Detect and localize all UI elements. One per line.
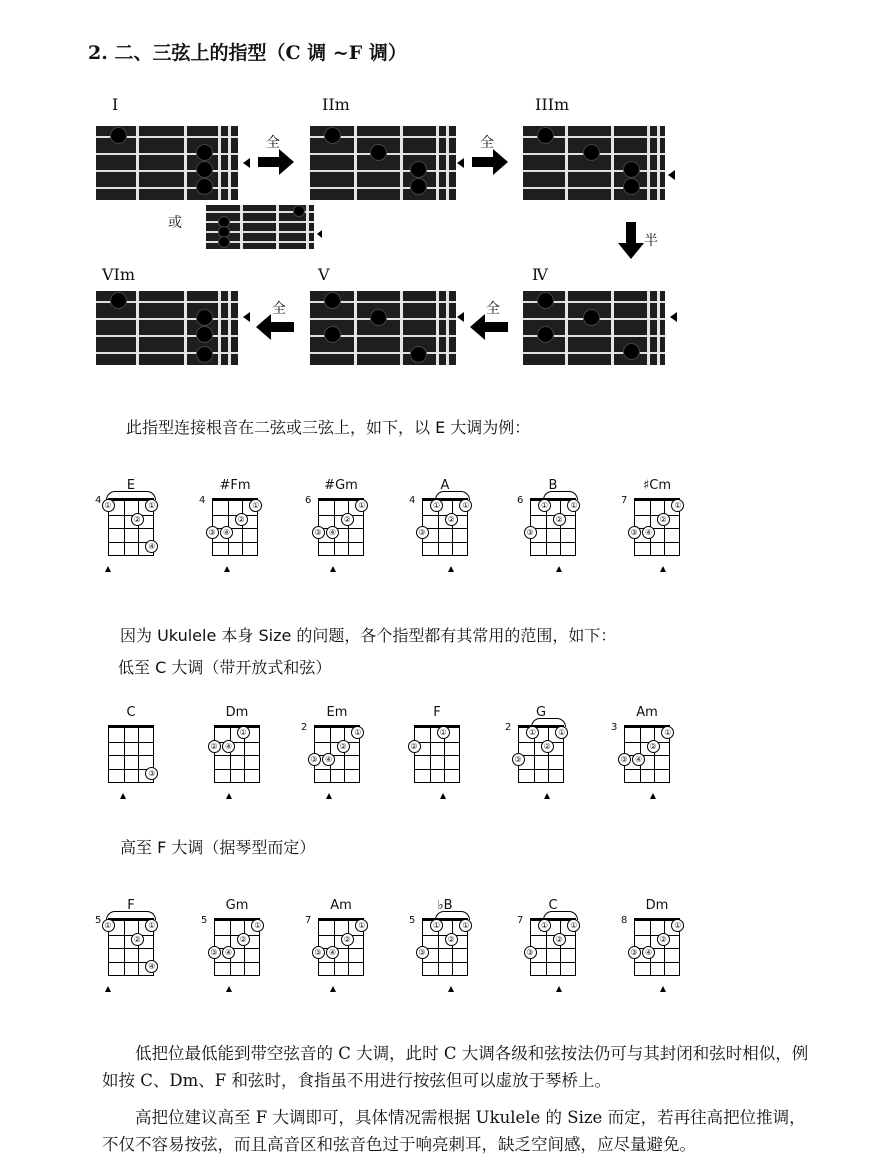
nut-marker (668, 170, 675, 180)
fret-number: 2 (505, 722, 512, 733)
finger-marker: ④ (642, 526, 655, 539)
fret-number: 6 (517, 495, 524, 506)
finger-marker: ③ (312, 526, 325, 539)
chord-name: Dm (225, 705, 249, 720)
chord-name: #Fm (219, 478, 251, 493)
high-line: 高至 F 大调（据琴型而定） (120, 838, 316, 857)
chord-diagram (505, 705, 566, 785)
chord-name: Em (326, 705, 348, 720)
chord-name: E (126, 478, 136, 493)
root-marker (448, 566, 454, 572)
finger-marker: ① (567, 499, 580, 512)
size-line: 因为 Ukulele 本身 Size 的问题，各个指型都有其常用的范围，如下： (120, 626, 617, 645)
root-marker (650, 793, 656, 799)
root-marker (330, 566, 336, 572)
label-VIm: VIm (102, 265, 136, 284)
fret-number: 7 (517, 915, 524, 926)
section-heading: 2. 二、三弦上的指型（C 调 ~F 调） (88, 42, 407, 64)
chord-name: Am (636, 705, 658, 720)
finger-marker: ① (459, 919, 472, 932)
chord-name: Dm (645, 898, 669, 913)
finger-marker: ① (430, 919, 443, 932)
finger-marker: ② (541, 740, 554, 753)
finger-marker: ④ (326, 946, 339, 959)
fret-number: 4 (409, 495, 416, 506)
label-IIm: IIm (322, 95, 350, 114)
finger-marker: ④ (322, 753, 335, 766)
intro-line: 此指型连接根音在二弦或三弦上，如下，以 E 大调为例： (126, 418, 531, 437)
finger-marker: ① (459, 499, 472, 512)
root-marker (448, 986, 454, 992)
root-marker (660, 566, 666, 572)
chord-name: C (548, 898, 558, 913)
finger-marker: ③ (524, 946, 537, 959)
fretboard-I (96, 126, 238, 200)
root-marker (330, 986, 336, 992)
chord-diagram (611, 705, 672, 785)
finger-marker: ① (251, 919, 264, 932)
finger-marker: ① (145, 499, 158, 512)
finger-marker: ① (671, 499, 684, 512)
fretboard-IIIm (523, 126, 665, 200)
finger-marker: ② (131, 513, 144, 526)
finger-marker: ① (430, 499, 443, 512)
chord-diagram (517, 898, 578, 978)
root-marker (556, 566, 562, 572)
root-marker (660, 986, 666, 992)
nut-marker (457, 158, 464, 168)
chord-diagram (108, 705, 156, 785)
arrow-down-icon (618, 243, 644, 259)
finger-marker: ② (131, 933, 144, 946)
fret-number: 5 (409, 915, 416, 926)
finger-marker: ① (567, 919, 580, 932)
nut-marker (457, 312, 464, 322)
step-label-whole: 全 (272, 301, 286, 317)
paragraph-low-position: 低把位最低能到带空弦音的 C 大调，此时 C 大调各级和弦按法仍可与其封闭和弦时相似，例如按 C、Dm、F 和弦时，食指虽不用进行按弦但可以虚放于琴桥上。 (102, 1044, 809, 1090)
chord-diagram (409, 478, 470, 558)
finger-marker: ② (237, 933, 250, 946)
finger-marker: ① (671, 919, 684, 932)
fret-number: 2 (301, 722, 308, 733)
finger-marker: ① (526, 726, 539, 739)
arrow-right-icon (493, 149, 508, 175)
finger-marker: ④ (145, 540, 158, 553)
fretboard-IIm (310, 126, 456, 200)
chord-name: ♯Cm (642, 478, 672, 493)
fretboard-V (310, 291, 456, 365)
root-marker (226, 793, 232, 799)
finger-marker: ② (657, 513, 670, 526)
finger-marker: ① (145, 919, 158, 932)
root-marker (224, 566, 230, 572)
step-label-whole: 全 (486, 301, 500, 317)
chord-diagram (199, 478, 260, 558)
finger-marker: ① (351, 726, 364, 739)
finger-marker: ④ (632, 753, 645, 766)
chord-diagram (621, 898, 682, 978)
chord-diagram (210, 705, 260, 785)
finger-marker: ④ (222, 740, 235, 753)
nut-marker (243, 158, 250, 168)
finger-marker: ① (355, 919, 368, 932)
finger-marker: ③ (312, 946, 325, 959)
finger-marker: ④ (145, 960, 158, 973)
fretboard-I-alt (206, 205, 314, 249)
finger-marker: ② (341, 933, 354, 946)
finger-marker: ② (647, 740, 660, 753)
root-marker (120, 793, 126, 799)
fret-number: 7 (305, 915, 312, 926)
finger-marker: ③ (145, 767, 158, 780)
finger-marker: ③ (416, 526, 429, 539)
nut-marker (317, 230, 322, 238)
step-label-whole: 全 (480, 135, 494, 151)
chord-name: B (548, 478, 558, 493)
chord-name: ♭B (437, 898, 453, 913)
root-marker (105, 566, 111, 572)
root-marker (105, 986, 111, 992)
finger-marker: ① (555, 726, 568, 739)
low-line: 低至 C 大调（带开放式和弦） (118, 658, 332, 677)
chord-name: G (535, 705, 547, 720)
finger-marker: ③ (512, 753, 525, 766)
root-marker (326, 793, 332, 799)
fret-number: 4 (95, 495, 102, 506)
fretboard-VIm (96, 291, 238, 365)
finger-marker: ② (341, 513, 354, 526)
root-marker (226, 986, 232, 992)
chord-name: Gm (225, 898, 249, 913)
chord-diagram (305, 478, 366, 558)
finger-marker: ② (445, 933, 458, 946)
finger-marker: ② (553, 933, 566, 946)
root-marker (556, 986, 562, 992)
chord-diagram (517, 478, 578, 558)
finger-marker: ① (102, 499, 115, 512)
nut-marker (670, 312, 677, 322)
step-label-half: 半 (644, 233, 658, 249)
finger-marker: ② (337, 740, 350, 753)
finger-marker: ② (657, 933, 670, 946)
finger-marker: ③ (628, 526, 641, 539)
chord-diagram (621, 478, 682, 558)
label-I: I (112, 95, 119, 114)
chord-diagram (95, 478, 156, 558)
finger-marker: ② (208, 740, 221, 753)
or-label: 或 (168, 215, 182, 231)
root-marker (440, 793, 446, 799)
finger-marker: ① (249, 499, 262, 512)
finger-marker: ④ (222, 946, 235, 959)
finger-marker: ① (102, 919, 115, 932)
arrow-right-icon (279, 149, 294, 175)
fret-number: 6 (305, 495, 312, 506)
finger-marker: ① (538, 499, 551, 512)
finger-marker: ④ (642, 946, 655, 959)
label-IIIm: IIIm (535, 95, 570, 114)
fretboard-IV (523, 291, 665, 365)
chord-diagram (301, 705, 362, 785)
finger-marker: ① (538, 919, 551, 932)
label-IV: Ⅳ (532, 265, 548, 284)
chord-name: #Gm (324, 478, 358, 493)
fret-number: 4 (199, 495, 206, 506)
fret-number: 5 (201, 915, 208, 926)
fret-number: 3 (611, 722, 618, 733)
fret-number: 7 (621, 495, 628, 506)
chord-name: C (126, 705, 136, 720)
chord-diagram (409, 898, 470, 978)
finger-marker: ② (553, 513, 566, 526)
finger-marker: ③ (416, 946, 429, 959)
finger-marker: ③ (206, 526, 219, 539)
chord-name: F (127, 898, 135, 913)
finger-marker: ② (235, 513, 248, 526)
arrow-left-icon (256, 314, 271, 340)
finger-marker: ④ (326, 526, 339, 539)
fret-number: 8 (621, 915, 628, 926)
finger-marker: ① (237, 726, 250, 739)
chord-diagram (201, 898, 262, 978)
finger-marker: ① (661, 726, 674, 739)
fret-number: 5 (95, 915, 102, 926)
nut-marker (243, 312, 250, 322)
arrow-left-icon (470, 314, 485, 340)
chord-name: Am (330, 898, 352, 913)
finger-marker: ③ (208, 946, 221, 959)
chord-name: F (433, 705, 441, 720)
finger-marker: ① (437, 726, 450, 739)
chord-diagram (410, 705, 460, 785)
finger-marker: ① (355, 499, 368, 512)
chord-diagram (305, 898, 366, 978)
finger-marker: ③ (524, 526, 537, 539)
step-label-whole: 全 (266, 135, 280, 151)
finger-marker: ④ (220, 526, 233, 539)
finger-marker: ③ (618, 753, 631, 766)
chord-diagram (95, 898, 156, 978)
finger-marker: ③ (308, 753, 321, 766)
root-marker (544, 793, 550, 799)
finger-marker: ② (408, 740, 421, 753)
paragraph-high-position: 高把位建议高至 F 大调即可，具体情况需根据 Ukulele 的 Size 而定，若再往高把位推调，不仅不容易按弦，而且高音区和弦音色过于响亮刺耳，缺乏空间感，应尽量避免。 (102, 1108, 806, 1154)
label-V: V (318, 265, 330, 284)
finger-marker: ② (445, 513, 458, 526)
chord-name: A (440, 478, 450, 493)
finger-marker: ③ (628, 946, 641, 959)
